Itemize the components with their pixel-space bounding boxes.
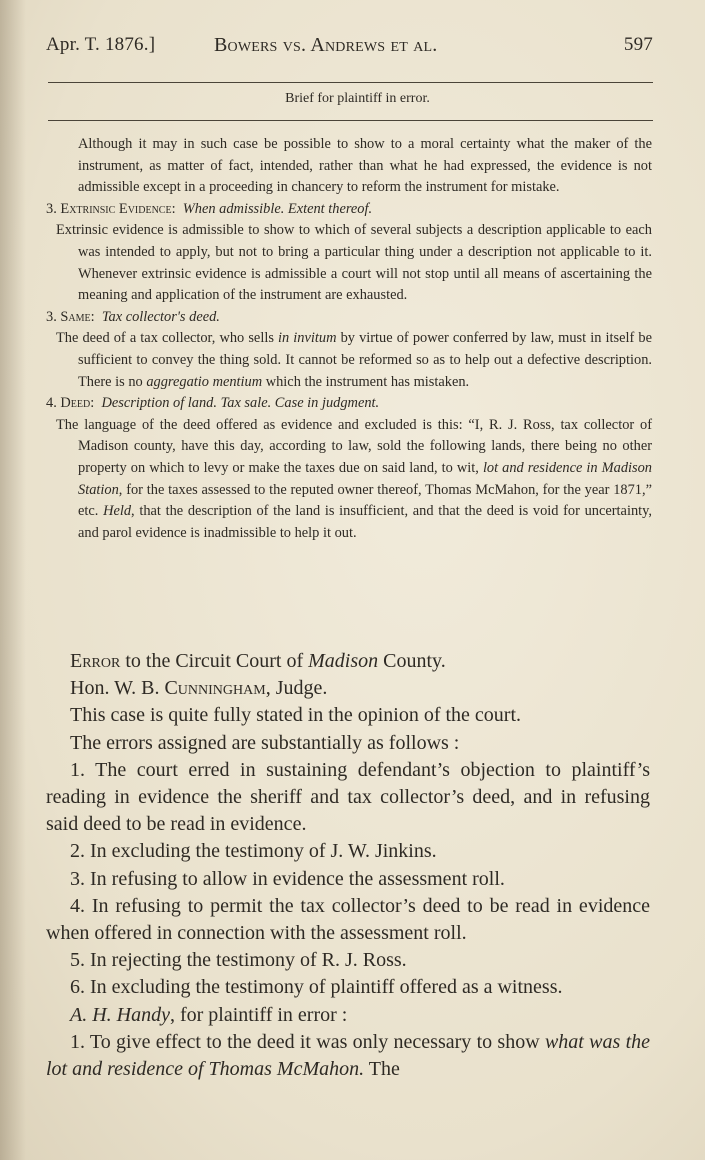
page-number: 597 bbox=[623, 34, 653, 55]
county-name: Madison bbox=[308, 650, 379, 672]
headnote-body bbox=[46, 415, 652, 545]
errors-intro: The errors assigned are substantially as follows : bbox=[70, 731, 460, 754]
bottom-rule bbox=[48, 120, 653, 121]
headnote-subtitle: Tax collector's deed. bbox=[101, 308, 220, 325]
italic-phrase: lot and residence in Madison Station bbox=[78, 459, 652, 498]
error-item: 6. In excluding the testimony of plaintiff offered as a witness. bbox=[70, 976, 563, 999]
text-run: 1. To give effect to the deed it was only necessary to show bbox=[70, 1030, 545, 1053]
binding-shadow bbox=[0, 0, 26, 1160]
judge-name: Cunningham bbox=[164, 677, 266, 700]
headnote-title: Deed bbox=[60, 395, 91, 412]
headnote-number: 4. bbox=[46, 395, 57, 412]
text-run: , for plaintiff in error : bbox=[169, 1003, 348, 1026]
running-head-term: Apr. T. 1876.] bbox=[46, 34, 156, 55]
error-line bbox=[46, 648, 650, 675]
top-rule bbox=[48, 82, 653, 83]
error-item: 1. The court erred in sustaining defendant’s objection to plaintiff’s reading in evidence the sheriff and tax collector’s deed, and in refusing said deed to be read in evidence. bbox=[46, 758, 650, 836]
running-head bbox=[46, 34, 653, 64]
error-item: 5. In rejecting the testimony of R. J. Ross. bbox=[70, 949, 407, 972]
argument-paragraph bbox=[46, 1029, 650, 1083]
headnote-number: 3. bbox=[46, 308, 57, 325]
headnote-intro: Although it may in such case be possible to show to a moral certainty what the maker of the instrument, as matter of fact, intended, rather than what he had expressed, the evidence is not admissible except in a proceeding in chancery to reform the instrument for mistake. bbox=[78, 136, 652, 196]
error-word: Error bbox=[70, 650, 121, 672]
text-run: Hon. W. B. bbox=[70, 677, 165, 700]
headnote-subtitle: Description of land. Tax sale. Case in judgment. bbox=[101, 395, 380, 412]
italic-phrase: Held bbox=[103, 503, 132, 520]
main-text bbox=[46, 648, 650, 1083]
text-run: , Judge. bbox=[265, 677, 328, 700]
text-run: The bbox=[364, 1058, 400, 1081]
judge-line bbox=[46, 675, 650, 702]
text-run: County. bbox=[378, 650, 446, 672]
running-head-case-name: Bowers vs. Andrews et al. bbox=[214, 34, 438, 56]
headnote-title: Extrinsic Evidence bbox=[60, 200, 172, 217]
brief-caption: Brief for plaintiff in error. bbox=[285, 91, 430, 106]
text-run: , that the description of the land is insufficient, and that the deed is void for uncertainty, and parol evidence is inadmissible to help it out. bbox=[78, 503, 652, 541]
text-run: to the Circuit Court of bbox=[120, 650, 309, 672]
text-run: which the instrument has mistaken. bbox=[262, 373, 470, 390]
text-run: The language of the deed offered as evidence and excluded is this: “I, R. J. Ross, tax collector of Madison county, have this day, according to law, sold the following lands, there being no other property on which to levy or make the taxes due on said land, to wit, bbox=[56, 416, 652, 476]
error-item: 3. In refusing to allow in evidence the assessment roll. bbox=[70, 867, 505, 890]
text-run: , for the taxes assessed to the reputed owner thereof, Thomas McMahon, for the year 1871,” etc. bbox=[78, 481, 652, 520]
headnote-body: Extrinsic evidence is admissible to show to which of several subjects a description applicable to each was intended to apply, but not to bring a particular thing under a description not applicable to it. Whenever extrinsic evidence is admissible a court will not stop until all means of ascertaining the meaning and application of the instrument are exhausted. bbox=[56, 222, 652, 304]
italic-phrase: what was the lot and residence of Thomas McMahon. bbox=[46, 1030, 651, 1081]
headnote-subtitle: When admissible. Extent thereof. bbox=[182, 200, 373, 217]
case-statement: This case is quite fully stated in the opinion of the court. bbox=[70, 704, 522, 727]
counsel-line bbox=[46, 1002, 650, 1029]
counsel-name: A. H. Handy bbox=[70, 1003, 170, 1026]
headnote-number: 3. bbox=[46, 200, 57, 217]
error-item: 4. In refusing to permit the tax collector’s deed to be read in evidence when offered in connection with the assessment roll. bbox=[46, 894, 650, 945]
latin-phrase: aggregatio mentium bbox=[146, 373, 263, 390]
text-run: by virtue of power conferred by law, must in itself be sufficient to convey the thing sold. It cannot be reformed so as to help out a defective description. There is no bbox=[78, 330, 652, 390]
headnote-heading: 3. Same: Tax collector's deed. bbox=[46, 308, 220, 325]
headnote-heading: 4. Deed: Description of land. Tax sale. Case in judgment. bbox=[46, 395, 380, 412]
error-item: 2. In excluding the testimony of J. W. Jinkins. bbox=[70, 840, 437, 863]
headnotes bbox=[46, 134, 652, 544]
headnote-title: Same bbox=[60, 308, 91, 325]
latin-phrase: in invitum bbox=[278, 330, 337, 347]
text-run: The deed of a tax collector, who sells bbox=[56, 330, 279, 347]
headnote-heading: 3. Extrinsic Evidence: When admissible. Extent thereof. bbox=[46, 200, 373, 217]
headnote-body bbox=[46, 328, 652, 393]
